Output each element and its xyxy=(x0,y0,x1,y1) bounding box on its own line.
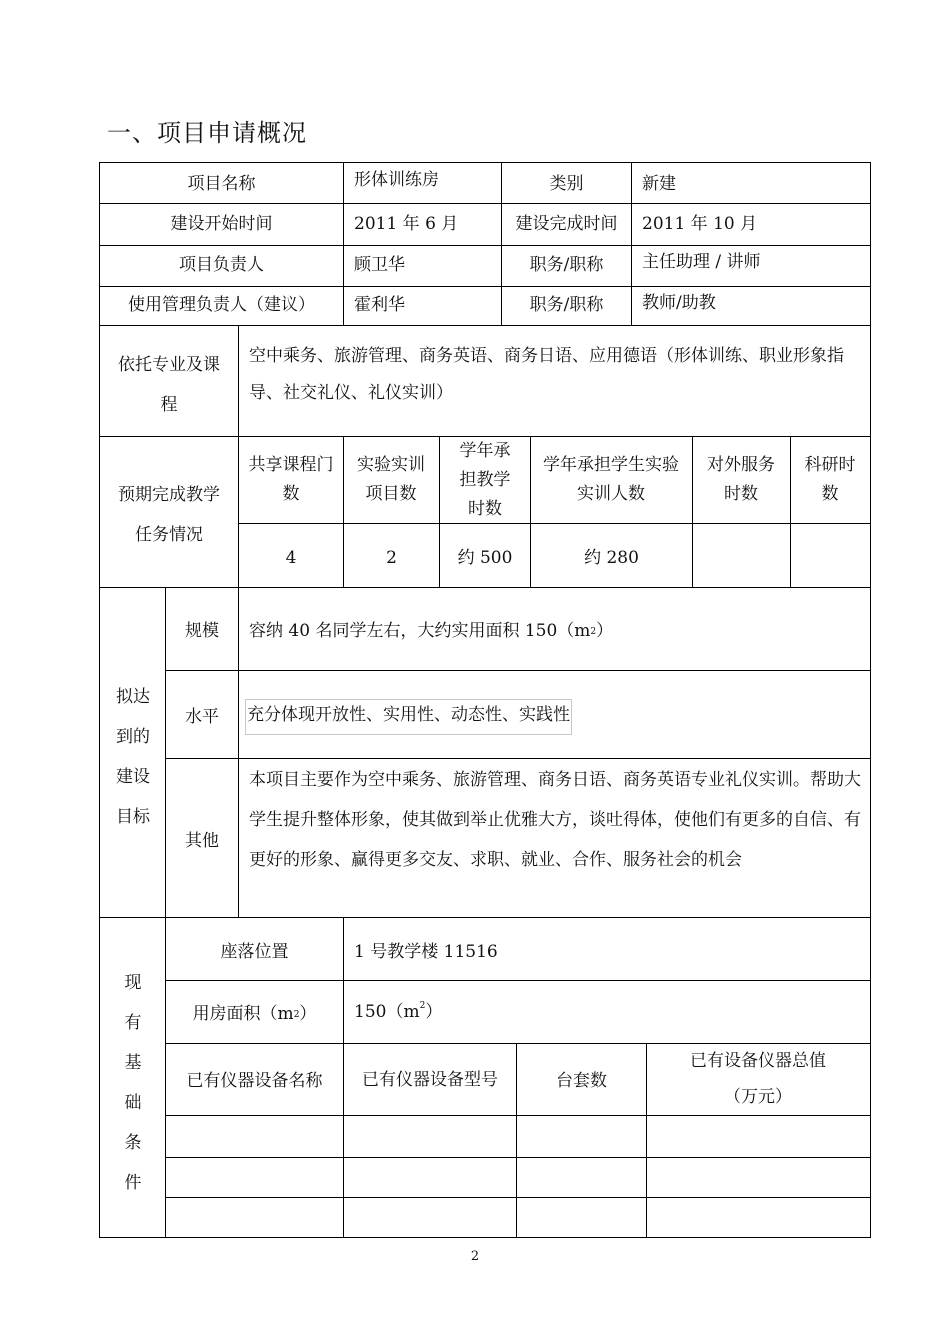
leader-title-value: 主任助理 / 讲师 xyxy=(642,252,761,272)
scale-value-sup: 2 xyxy=(590,626,597,637)
row-divider xyxy=(165,670,871,671)
row-divider xyxy=(238,523,871,524)
project-leader-label: 项目负责人 xyxy=(179,255,264,276)
task-value-teaching-hours: 约 500 xyxy=(457,548,513,569)
task-header-shared-courses: 共享课程门数 xyxy=(248,455,334,504)
task-value-research-hours xyxy=(791,539,870,579)
task-value-student-count: 约 280 xyxy=(584,548,639,569)
area-value-tail: ） xyxy=(425,1002,443,1022)
other-value: 本项目主要作为空中乘务、旅游管理、商务日语、商务英语专业礼仪实训。帮助大学生提升整体形象，使其做到举止优雅大方，谈吐得体，使他们有更多的自信、有更好的形象、赢得更多交友、求职、就业、合作、服务社会的机会 xyxy=(249,770,861,870)
row-divider xyxy=(99,917,871,918)
scale-value-tail: ） xyxy=(596,621,614,642)
category-label: 类别 xyxy=(549,173,584,194)
level-label: 水平 xyxy=(185,707,219,728)
table-row xyxy=(166,1116,870,1157)
complete-time-label: 建设完成时间 xyxy=(515,213,618,234)
manager-title-label: 职务/职称 xyxy=(529,295,604,316)
scale-value-text: 容纳 40 名同学左右，大约实用面积 150（m xyxy=(249,621,591,642)
level-value: 充分体现开放性、实用性、动态性、实践性 xyxy=(245,699,572,734)
task-header-teaching-hours: 学年承担教学时数 xyxy=(459,440,511,519)
equipment-header-name: 已有仪器设备名称 xyxy=(186,1071,323,1092)
complete-time-value: 2011 年 10 月 xyxy=(642,213,758,234)
location-label: 座落位置 xyxy=(220,942,289,963)
table-row xyxy=(166,1198,870,1237)
page-title: 一、项目申请概况 xyxy=(107,119,307,147)
task-header-lab-projects: 实验实训项目数 xyxy=(357,455,425,504)
area-value-sup: 2 xyxy=(419,1001,426,1011)
row-divider xyxy=(99,587,871,588)
area-value xyxy=(344,991,870,1031)
area-label xyxy=(166,995,343,1035)
task-header-student-count: 学年承担学生实验实训人数 xyxy=(543,455,679,504)
row-divider xyxy=(165,758,871,759)
project-leader-value: 顾卫华 xyxy=(354,255,405,276)
table-border-bottom xyxy=(99,1237,871,1238)
goals-label: 拟达到的建设目标 xyxy=(116,687,150,827)
area-label-sup: 2 xyxy=(293,1009,300,1020)
equipment-header-value: 已有设备仪器总值（万元） xyxy=(690,1051,826,1107)
task-header-service-hours: 对外服务时数 xyxy=(707,455,775,504)
area-label-text: 用房面积（m xyxy=(192,1004,294,1025)
task-header-research-hours: 科研时数 xyxy=(804,455,856,504)
equipment-header-count: 台套数 xyxy=(556,1071,607,1092)
category-value: 新建 xyxy=(642,173,676,194)
scale-value xyxy=(239,612,870,652)
manager-label: 使用管理负责人（建议） xyxy=(128,295,315,316)
tasks-label: 预期完成教学任务情况 xyxy=(118,485,220,545)
equipment-header-model: 已有仪器设备型号 xyxy=(362,1070,498,1090)
table-row xyxy=(166,1158,870,1197)
start-time-value: 2011 年 6 月 xyxy=(354,213,459,234)
task-value-shared-courses: 4 xyxy=(285,548,297,569)
row-divider xyxy=(99,325,871,326)
area-value-text: 150（m xyxy=(354,1002,420,1022)
manager-value: 霍利华 xyxy=(354,295,405,316)
start-time-label: 建设开始时间 xyxy=(170,213,273,234)
task-value-service-hours xyxy=(693,539,790,579)
courses-value: 空中乘务、旅游管理、商务英语、商务日语、应用德语（形体训练、职业形象指导、社交礼仪、礼仪实训） xyxy=(249,346,844,403)
scale-label: 规模 xyxy=(185,621,219,642)
leader-title-label: 职务/职称 xyxy=(529,255,604,276)
area-label-tail: ） xyxy=(299,1004,317,1025)
courses-label: 依托专业及课程 xyxy=(118,355,220,415)
table-border-right xyxy=(870,162,871,1238)
other-label: 其他 xyxy=(185,831,219,852)
level-value-cell xyxy=(239,691,870,743)
location-value: 1 号教学楼 11516 xyxy=(354,942,498,963)
project-name-label: 项目名称 xyxy=(187,173,256,194)
existing-label-text: 现有基础条件 xyxy=(124,973,142,1193)
task-value-lab-projects: 2 xyxy=(386,548,397,569)
row-divider xyxy=(165,980,871,981)
existing-label xyxy=(108,963,158,1203)
manager-title-value: 教师/助教 xyxy=(642,293,716,313)
project-name-value: 形体训练房 xyxy=(354,170,439,190)
page-number: 2 xyxy=(470,1249,480,1264)
